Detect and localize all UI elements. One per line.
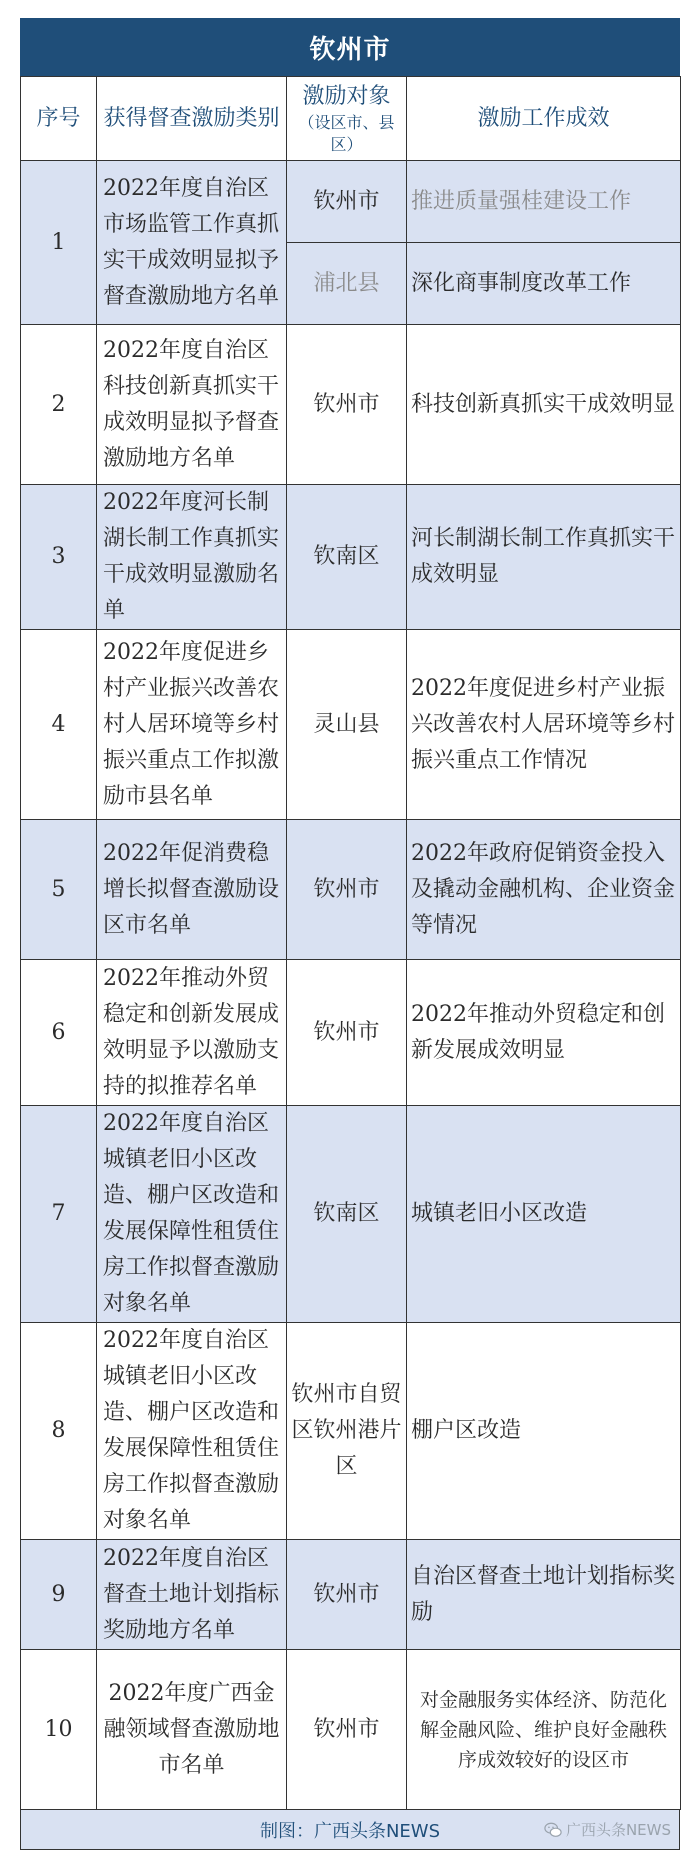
row-target: 钦州市 <box>287 161 407 243</box>
row-effect: 推进质量强桂建设工作 <box>407 161 681 243</box>
row-index: 10 <box>21 1650 97 1810</box>
row-target: 钦州市 <box>287 820 407 960</box>
header-target <box>287 77 407 161</box>
row-target: 钦州市 <box>287 1650 407 1810</box>
row-target: 钦南区 <box>287 1106 407 1323</box>
table-row <box>21 485 681 630</box>
row-effect: 深化商事制度改革工作 <box>407 243 681 325</box>
row-index: 5 <box>21 820 97 960</box>
row-target: 钦州市 <box>287 325 407 485</box>
row-effect: 2022年政府促销资金投入及撬动金融机构、企业资金等情况 <box>407 820 681 960</box>
row-index: 9 <box>21 1540 97 1650</box>
header-index: 序号 <box>21 77 97 161</box>
watermark-text: 广西头条NEWS <box>565 1821 671 1839</box>
table-row <box>21 325 681 485</box>
row-target: 钦州市 <box>287 960 407 1106</box>
wechat-icon <box>544 1821 562 1839</box>
header-category: 获得督查激励类别 <box>97 77 287 161</box>
table-row <box>21 161 681 243</box>
header-row <box>21 77 681 161</box>
row-index: 7 <box>21 1106 97 1323</box>
table-row <box>21 1106 681 1323</box>
row-category: 2022年度促进乡村产业振兴改善农村人居环境等乡村振兴重点工作拟激励市县名单 <box>97 630 287 820</box>
table-row <box>21 1540 681 1650</box>
row-effect: 河长制湖长制工作真抓实干成效明显 <box>407 485 681 630</box>
table-row <box>21 1323 681 1540</box>
row-effect: 自治区督查土地计划指标奖励 <box>407 1540 681 1650</box>
row-category: 2022年度广西金融领域督查激励地市名单 <box>97 1650 287 1810</box>
row-index: 2 <box>21 325 97 485</box>
row-index: 4 <box>21 630 97 820</box>
row-category: 2022年度自治区城镇老旧小区改造、棚户区改造和发展保障性租赁住房工作拟督查激励对象名单 <box>97 1323 287 1540</box>
header-effect: 激励工作成效 <box>407 77 681 161</box>
chart-credit <box>20 1810 680 1850</box>
row-effect: 对金融服务实体经济、防范化解金融风险、维护良好金融秩序成效较好的设区市 <box>407 1650 681 1810</box>
table-row <box>21 820 681 960</box>
row-category: 2022年度自治区督查土地计划指标奖励地方名单 <box>97 1540 287 1650</box>
row-effect: 科技创新真抓实干成效明显 <box>407 325 681 485</box>
row-target: 钦州市 <box>287 1540 407 1650</box>
row-index: 3 <box>21 485 97 630</box>
row-target: 灵山县 <box>287 630 407 820</box>
table-row <box>21 630 681 820</box>
row-index: 1 <box>21 161 97 325</box>
document <box>20 18 680 1850</box>
row-target: 钦南区 <box>287 485 407 630</box>
row-target: 钦州市自贸区钦州港片区 <box>287 1323 407 1540</box>
row-category: 2022年度河长制湖长制工作真抓实干成效明显激励名单 <box>97 485 287 630</box>
row-category: 2022年度自治区城镇老旧小区改造、棚户区改造和发展保障性租赁住房工作拟督查激励对象名单 <box>97 1106 287 1323</box>
watermark <box>544 1819 671 1840</box>
header-target-sub: （设区市、县区） <box>298 112 395 154</box>
table-title: 钦州市 <box>20 18 680 76</box>
row-effect: 棚户区改造 <box>407 1323 681 1540</box>
incentive-table <box>20 76 681 1810</box>
table-row <box>21 1650 681 1810</box>
row-category: 2022年度自治区科技创新真抓实干成效明显拟予督查激励地方名单 <box>97 325 287 485</box>
row-effect: 2022年推动外贸稳定和创新发展成效明显 <box>407 960 681 1106</box>
row-category: 2022年促消费稳增长拟督查激励设区市名单 <box>97 820 287 960</box>
row-index: 8 <box>21 1323 97 1540</box>
table-row <box>21 960 681 1106</box>
row-category: 2022年度自治区市场监管工作真抓实干成效明显拟予督查激励地方名单 <box>97 161 287 325</box>
row-category: 2022年推动外贸稳定和创新发展成效明显予以激励支持的拟推荐名单 <box>97 960 287 1106</box>
row-effect: 城镇老旧小区改造 <box>407 1106 681 1323</box>
row-index: 6 <box>21 960 97 1106</box>
credit-text: 制图：广西头条NEWS <box>259 1820 441 1842</box>
row-target: 浦北县 <box>287 243 407 325</box>
header-target-main: 激励对象 <box>302 83 391 109</box>
row-effect: 2022年度促进乡村产业振兴改善农村人居环境等乡村振兴重点工作情况 <box>407 630 681 820</box>
